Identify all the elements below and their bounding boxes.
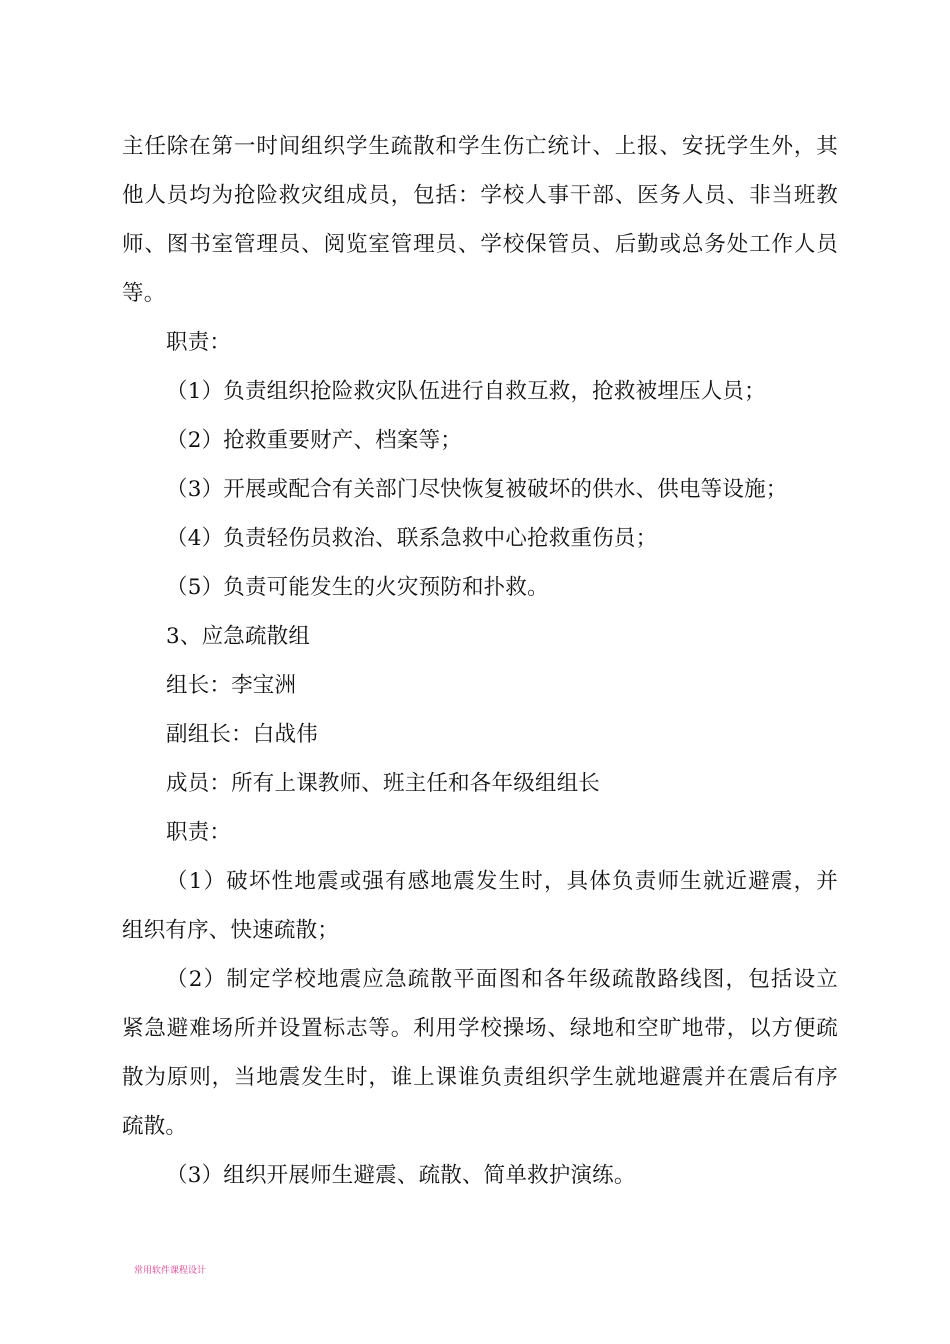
section-heading: 3、应急疏散组	[166, 624, 311, 649]
text-line: 组长：李宝洲	[166, 673, 297, 698]
list-item: （5）负责可能发生的火灾预防和扑救。	[166, 575, 549, 600]
text-line: 师、图书室管理员、阅览室管理员、学校保管员、后勤或总务处工作人员	[122, 232, 838, 257]
text-line: 等。	[122, 281, 166, 306]
text-line: 紧急避难场所并设置标志等。利用学校操场、绿地和空旷地带，以方便疏	[122, 1016, 838, 1041]
list-item: （3）组织开展师生避震、疏散、简单救护演练。	[166, 1163, 636, 1188]
text-line: 他人员均为抢险救灾组成员，包括：学校人事干部、医务人员、非当班教	[122, 183, 838, 208]
list-item: （1）破坏性地震或强有感地震发生时，具体负责师生就近避震，并	[166, 869, 838, 894]
text-line: 疏散。	[122, 1114, 188, 1139]
list-item: （2）制定学校地震应急疏散平面图和各年级疏散路线图，包括设立	[166, 967, 838, 992]
list-item: （3）开展或配合有关部门尽快恢复被破坏的供水、供电等设施；	[166, 477, 788, 502]
text-line: 组织有序、快速疏散；	[122, 918, 340, 943]
document-body	[122, 122, 842, 1200]
text-line: 副组长：白战伟	[166, 722, 318, 747]
footer-note: 常用软件课程设计	[134, 1266, 207, 1276]
text-line: 成员：所有上课教师、班主任和各年级组组长	[166, 771, 601, 796]
text-line: 散为原则，当地震发生时，谁上课谁负责组织学生就地避震并在震后有序	[122, 1065, 838, 1090]
section-heading: 职责：	[166, 330, 232, 355]
list-item: （2）抢救重要财产、档案等；	[166, 428, 462, 453]
list-item: （1）负责组织抢险救灾队伍进行自救互救，抢救被埋压人员；	[166, 379, 766, 404]
section-heading: 职责：	[166, 820, 232, 845]
list-item: （4）负责轻伤员救治、联系急救中心抢救重伤员；	[166, 526, 658, 551]
text-line: 主任除在第一时间组织学生疏散和学生伤亡统计、上报、安抚学生外，其	[122, 134, 838, 159]
